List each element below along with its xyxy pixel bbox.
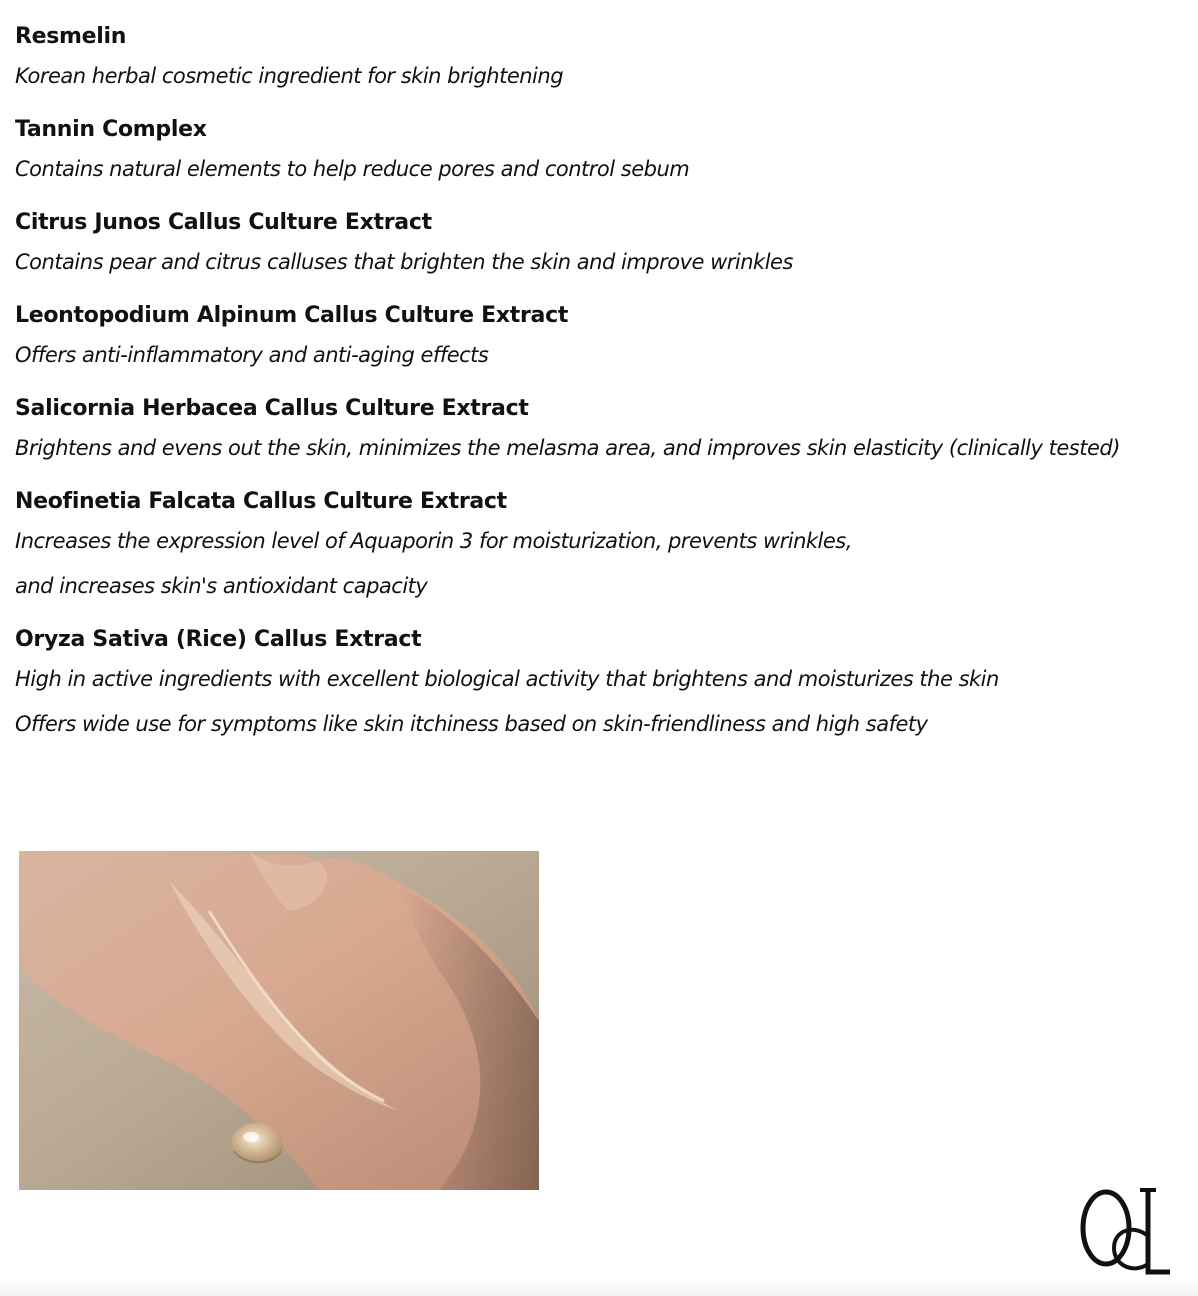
ingredient-list (15, 20, 1190, 761)
ingredient-description: High in active ingredients with excellent biological activity that brightens and moisturizes the skin (15, 667, 999, 691)
ingredient-item (15, 392, 1190, 471)
logo-icon (1078, 1184, 1174, 1280)
ingredient-description: Brightens and evens out the skin, minimizes the melasma area, and improves skin elasticity (clinically tested) (15, 436, 1120, 460)
ingredient-description: and increases skin's antioxidant capacity (15, 574, 428, 598)
ingredient-item (15, 20, 1190, 99)
page-bottom-edge (0, 1276, 1198, 1296)
ingredient-description: Offers anti-inflammatory and anti-aging effects (15, 343, 489, 367)
product-texture-photo (19, 851, 539, 1190)
ingredient-name: Oryza Sativa (Rice) Callus Extract (15, 627, 422, 652)
ingredient-description: Increases the expression level of Aquaporin 3 for moisturization, prevents wrinkles, (15, 529, 852, 553)
ingredient-description: Contains pear and citrus calluses that brighten the skin and improve wrinkles (15, 250, 793, 274)
od-monogram-logo (1078, 1184, 1174, 1280)
ingredient-item (15, 623, 1190, 747)
ingredient-name: Citrus Junos Callus Culture Extract (15, 210, 432, 235)
ingredient-item (15, 206, 1190, 285)
hand-with-serum-drop-image (19, 851, 539, 1190)
ingredient-item (15, 299, 1190, 378)
ingredient-name: Tannin Complex (15, 117, 207, 142)
ingredient-name: Resmelin (15, 24, 127, 49)
ingredient-name: Salicornia Herbacea Callus Culture Extract (15, 396, 529, 421)
ingredient-description: Korean herbal cosmetic ingredient for skin brightening (15, 64, 564, 88)
ingredient-item (15, 485, 1190, 609)
ingredient-name: Leontopodium Alpinum Callus Culture Extract (15, 303, 569, 328)
ingredient-item (15, 113, 1190, 192)
ingredient-description: Offers wide use for symptoms like skin itchiness based on skin-friendliness and high safety (15, 712, 928, 736)
ingredient-description: Contains natural elements to help reduce pores and control sebum (15, 157, 690, 181)
ingredient-name: Neofinetia Falcata Callus Culture Extract (15, 489, 507, 514)
